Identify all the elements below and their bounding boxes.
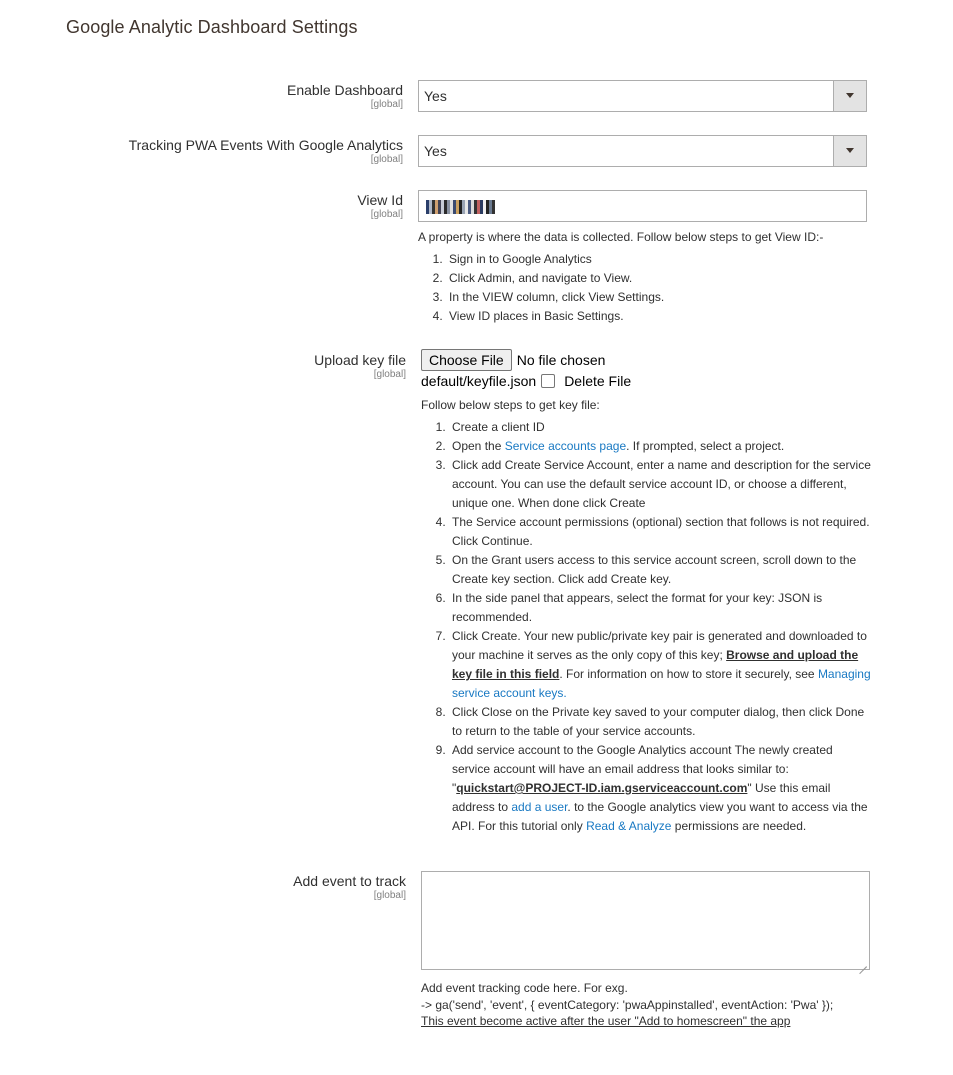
step-text: Open the bbox=[452, 439, 505, 453]
list-item: 4. View ID places in Basic Settings. bbox=[446, 307, 823, 326]
list-item: 8. Click Close on the Private key saved to your computer dialog, then click Done to return to the table of your service accounts. bbox=[449, 703, 871, 741]
service-accounts-link[interactable]: Service accounts page bbox=[504, 439, 627, 453]
step-text: . If prompted, select a project. bbox=[626, 439, 785, 453]
add-event-label-group bbox=[293, 872, 406, 902]
delete-file-checkbox[interactable] bbox=[541, 374, 555, 388]
step-text: . For information on how to store it securely, see bbox=[559, 667, 818, 681]
dropdown-arrow[interactable] bbox=[833, 136, 866, 166]
browse-upload-emphasis: Browse and upload the key file in this field bbox=[452, 648, 859, 681]
obscured-value bbox=[426, 200, 495, 214]
step-text: Click Create. Your new public/private key pair is generated and downloaded to your machine it serves as the only copy of this key; bbox=[452, 629, 867, 662]
upload-key-label-group bbox=[314, 351, 406, 381]
view-id-note bbox=[418, 228, 823, 326]
managing-keys-link[interactable]: Managing service account keys. bbox=[452, 667, 871, 700]
enable-dashboard-label: Enable Dashboard bbox=[287, 82, 403, 98]
event-note-line: Add event tracking code here. For exg. bbox=[421, 981, 628, 995]
file-chooser bbox=[421, 349, 605, 371]
upload-key-steps bbox=[449, 418, 871, 836]
add-user-link[interactable]: add a user bbox=[511, 800, 568, 814]
upload-key-note bbox=[421, 396, 871, 836]
list-item: 3. In the VIEW column, click View Settings. bbox=[446, 288, 823, 307]
service-account-email: quickstart@PROJECT-ID.iam.gserviceaccount.com bbox=[456, 781, 748, 795]
select-value: Yes bbox=[424, 88, 447, 104]
list-item bbox=[449, 627, 871, 703]
list-item bbox=[449, 437, 871, 456]
current-file-name: default/keyfile.json bbox=[421, 373, 537, 389]
list-item: 1. Create a client ID bbox=[449, 418, 871, 437]
step-text: Add service account to the Google Analytics account The newly created service account will have an email address that looks similar to: " bbox=[452, 743, 833, 795]
list-item: 2. Click Admin, and navigate to View. bbox=[446, 269, 823, 288]
choose-file-button[interactable]: Choose File bbox=[421, 349, 512, 371]
step-text: permissions are needed. bbox=[671, 819, 807, 833]
dropdown-arrow[interactable] bbox=[833, 81, 866, 111]
scope-label: [global] bbox=[373, 890, 406, 901]
enable-dashboard-label-group bbox=[287, 81, 403, 111]
tracking-pwa-select[interactable] bbox=[418, 135, 867, 167]
read-analyze-link[interactable]: Read & Analyze bbox=[586, 819, 672, 833]
enable-dashboard-select[interactable] bbox=[418, 80, 867, 112]
tracking-pwa-label-group bbox=[129, 136, 403, 166]
section-title: Google Analytic Dashboard Settings bbox=[66, 17, 358, 37]
add-event-note bbox=[421, 980, 833, 1030]
event-note-line: This event become active after the user "Add to homescreen" the app bbox=[421, 1014, 791, 1028]
view-id-input[interactable] bbox=[418, 190, 867, 222]
list-item: 3. Click add Create Service Account, enter a name and description for the service account. You can use the default service account ID, or choose a different, unique one. When done click Create bbox=[449, 456, 871, 513]
view-id-note-intro: A property is where the data is collected. Follow below steps to get View ID:- bbox=[418, 230, 824, 244]
chevron-down-icon bbox=[846, 93, 854, 98]
add-event-label: Add event to track bbox=[293, 873, 406, 889]
list-item: 1. Sign in to Google Analytics bbox=[446, 250, 823, 269]
chevron-down-icon bbox=[846, 148, 854, 153]
resize-handle-icon[interactable] bbox=[859, 959, 867, 967]
list-item: 6. In the side panel that appears, select the format for your key: JSON is recommended. bbox=[449, 589, 871, 627]
step-text: " Use this email address to bbox=[452, 781, 831, 814]
view-id-label: View Id bbox=[357, 192, 403, 208]
no-file-text: No file chosen bbox=[516, 352, 606, 368]
scope-label: [global] bbox=[370, 154, 403, 165]
event-code-example: -> ga('send', 'event', { eventCategory: 'pwaAppinstalled', eventAction: 'Pwa' }); bbox=[421, 997, 834, 1012]
list-item bbox=[449, 741, 871, 836]
delete-file-label[interactable]: Delete File bbox=[564, 373, 632, 389]
upload-key-label: Upload key file bbox=[314, 352, 406, 368]
current-keyfile-row bbox=[421, 373, 631, 389]
upload-key-note-intro: Follow below steps to get key file: bbox=[421, 398, 600, 412]
step-text: . to the Google analytics view you want to access via the API. For this tutorial only bbox=[452, 800, 868, 833]
scope-label: [global] bbox=[373, 369, 406, 380]
add-event-textarea[interactable] bbox=[421, 871, 870, 970]
scope-label: [global] bbox=[370, 99, 403, 110]
scope-label: [global] bbox=[370, 209, 403, 220]
view-id-label-group bbox=[357, 191, 403, 221]
view-id-steps bbox=[446, 250, 823, 326]
list-item: 4. The Service account permissions (optional) section that follows is not required. Click Continue. bbox=[449, 513, 871, 551]
list-item: 5. On the Grant users access to this service account screen, scroll down to the Create key section. Click add Create key. bbox=[449, 551, 871, 589]
select-value: Yes bbox=[424, 143, 447, 159]
tracking-pwa-label: Tracking PWA Events With Google Analytics bbox=[128, 137, 403, 153]
